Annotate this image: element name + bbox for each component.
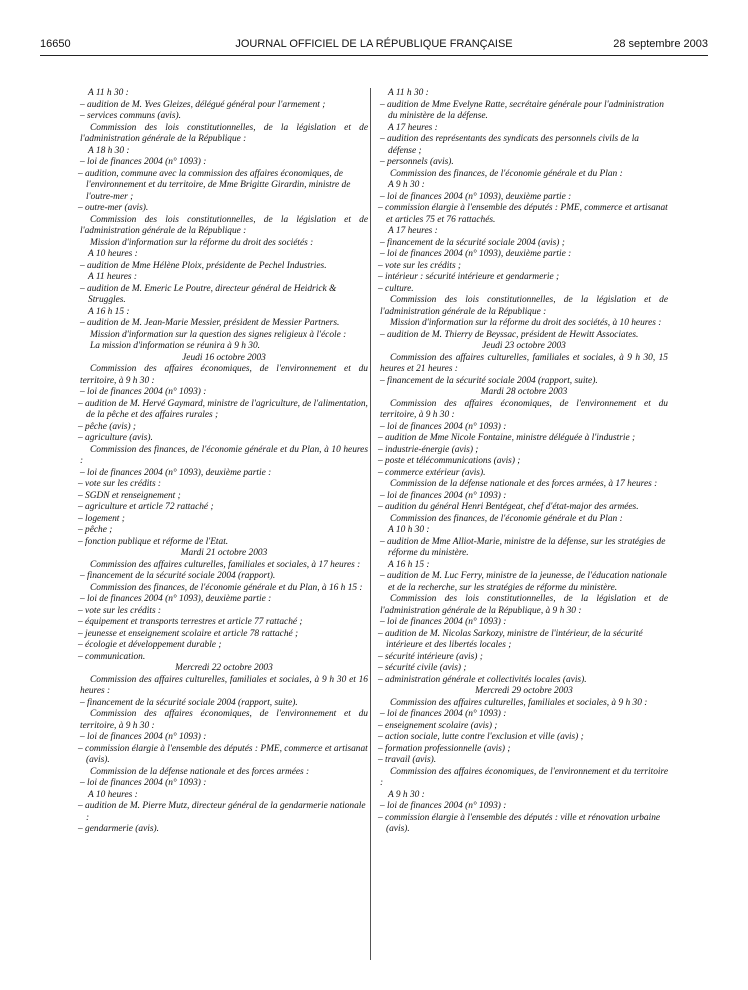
date-heading: Mardi 28 octobre 2003 [480, 387, 568, 397]
sub-item: – équipement et transports terrestres et article 77 rattaché ; [80, 617, 368, 629]
sub-item: – vote sur les crédits : [80, 479, 368, 491]
commission-heading: Commission de la défense nationale et des forces armées, à 17 heures : [390, 479, 658, 489]
sub-item: – audition, commune avec la commission des affaires économiques, de l'environnement et du territoire, de Mme Brigitte Girardin, ministre de l'outre-mer ; [80, 169, 368, 204]
commission-heading: Commission des affaires culturelles, familiales et sociales, à 9 h 30 : [390, 697, 648, 708]
date-heading: Jeudi 23 octobre 2003 [482, 341, 566, 351]
time-line: A 9 h 30 : [388, 180, 425, 190]
agenda-item: – audition de M. Emeric Le Poutre, directeur général de Heidrick & Struggles. [80, 284, 368, 307]
commission-heading: Commission des lois constitutionnelles, de la législation et de l'administration générale de la République : [380, 295, 668, 317]
commission-heading: Commission des finances, de l'économie générale et du Plan : [390, 513, 623, 524]
agenda-item: – audition de Mme Hélène Ploix, présidente de Pechel Industries. [80, 261, 368, 273]
time-line: A 10 h 30 : [388, 525, 430, 535]
commission-heading: Commission des affaires culturelles, familiales et sociales, à 9 h 30 et 16 heures : [80, 674, 368, 696]
page-number: 16650 [40, 38, 71, 50]
commission-heading: Commission de la défense nationale et des forces armées : [90, 766, 310, 777]
agenda-item: – financement de la sécurité sociale 2004 (rapport, suite). [380, 376, 668, 388]
sub-item: – commission élargie à l'ensemble des députés : PME, commerce et artisanat et articles 75 et 76 rattachés. [380, 203, 668, 226]
commission-heading: Mission d'information sur la réforme du droit des sociétés, à 10 heures : [390, 318, 662, 328]
commission-heading: Commission des lois constitutionnelles, de la législation et de l'administration générale de la République, à 9 h 30 : [380, 594, 668, 616]
time-line: A 10 heures : [88, 249, 138, 259]
agenda-item: – loi de finances 2004 (n° 1093) : [380, 491, 668, 503]
sub-item: – jeunesse et enseignement scolaire et article 78 rattaché ; [80, 629, 368, 641]
agenda-item: – audition des représentants des syndicats des personnels civils de la défense ; [380, 134, 668, 157]
date-heading: Mardi 21 octobre 2003 [180, 548, 268, 558]
sub-item: – administration générale et collectivités locales (avis). [380, 675, 668, 687]
page-header [40, 38, 708, 54]
sub-item: – audition du général Henri Bentégeat, chef d'état-major des armées. [380, 502, 668, 514]
sub-item: – gendarmerie (avis). [80, 824, 368, 836]
sub-item: – formation professionnelle (avis) ; [380, 744, 668, 756]
time-line: A 17 heures : [388, 226, 438, 236]
sub-item: – commission élargie à l'ensemble des députés : ville et rénovation urbaine (avis). [380, 813, 668, 836]
agenda-item: – audition de Mme Evelyne Ratte, secrétaire générale pour l'administration du ministère de la défense. [380, 100, 668, 123]
commission-heading: Commission des finances, de l'économie générale et du Plan : [390, 168, 623, 179]
sub-item: – audition de Mme Nicole Fontaine, ministre déléguée à l'industrie ; [380, 433, 668, 445]
commission-heading: Commission des finances, de l'économie générale et du Plan, à 16 h 15 : [90, 582, 363, 593]
agenda-item: – loi de finances 2004 (n° 1093) : [80, 157, 368, 169]
sub-item: – industrie-énergie (avis) ; [380, 445, 668, 457]
commission-heading: Mission d'information sur la question des signes religieux à l'école : [90, 329, 347, 340]
agenda-item: – financement de la sécurité sociale 2004 (avis) ; [380, 238, 668, 250]
agenda-item: – financement de la sécurité sociale 2004 (rapport, suite). [80, 698, 368, 710]
sub-item: – intérieur : sécurité intérieure et gendarmerie ; [380, 272, 668, 284]
time-line: A 9 h 30 : [388, 789, 425, 800]
agenda-item: – loi de finances 2004 (n° 1093), deuxième partie : [80, 468, 368, 480]
commission-heading: Commission des affaires économiques, de l'environnement et du territoire, à 9 h 30 : [80, 709, 368, 731]
left-column [80, 88, 368, 836]
commission-heading: La mission d'information se réunira à 9 h 30. [90, 341, 260, 351]
commission-heading: Commission des affaires culturelles, familiales et sociales, à 17 heures : [90, 559, 361, 570]
column-divider [370, 88, 371, 960]
agenda-item: – audition de M. Luc Ferry, ministre de la jeunesse, de l'éducation nationale et de la recherche, sur les stratégies de réforme du ministère. [380, 571, 668, 594]
sub-item: – pêche (avis) ; [80, 422, 368, 434]
sub-item: – écologie et développement durable ; [80, 640, 368, 652]
agenda-item: – loi de finances 2004 (n° 1093) : [380, 801, 668, 813]
time-line: A 11 h 30 : [88, 88, 129, 98]
agenda-item: – loi de finances 2004 (n° 1093) : [80, 732, 368, 744]
commission-heading: Commission des affaires économiques, de l'environnement et du territoire : [380, 766, 668, 788]
sub-item: – audition de M. Nicolas Sarkozy, ministre de l'intérieur, de la sécurité intérieure et des libertés locales ; [380, 629, 668, 652]
commission-heading: Commission des affaires culturelles, familiales et sociales, à 9 h 30, 15 heures et 21 heures : [380, 352, 668, 374]
sub-item: – pêche ; [80, 525, 368, 537]
time-line: A 17 heures : [388, 122, 438, 133]
sub-item: – agriculture (avis). [80, 433, 368, 445]
sub-item: – travail (avis). [380, 755, 668, 767]
commission-heading: Commission des lois constitutionnelles, de la législation et de l'administration générale de la République : [80, 122, 368, 144]
sub-item: – logement ; [80, 514, 368, 526]
sub-item: – commerce extérieur (avis). [380, 468, 668, 480]
time-line: A 11 h 30 : [388, 88, 429, 98]
agenda-item: – audition de Mme Alliot-Marie, ministre de la défense, sur les stratégies de réforme du ministère. [380, 537, 668, 560]
agenda-item: – loi de finances 2004 (n° 1093), deuxième partie : [80, 594, 368, 606]
sub-item: – commission élargie à l'ensemble des députés : PME, commerce et artisanat (avis). [80, 744, 368, 767]
agenda-item: – loi de finances 2004 (n° 1093) : [380, 617, 668, 629]
journal-title: JOURNAL OFFICIEL DE LA RÉPUBLIQUE FRANÇAISE [235, 38, 513, 50]
commission-heading: Mission d'information sur la réforme du droit des sociétés : [90, 237, 314, 248]
sub-item: – fonction publique et réforme de l'Etat. [80, 537, 368, 549]
agenda-item: – loi de finances 2004 (n° 1093) : [80, 387, 368, 399]
commission-heading: Commission des lois constitutionnelles, de la législation et de l'administration générale de la République : [80, 214, 368, 236]
sub-item: – vote sur les crédits ; [380, 261, 668, 273]
time-line: A 16 h 15 : [88, 306, 130, 317]
date-heading: Mercredi 29 octobre 2003 [475, 686, 573, 696]
sub-item: – outre-mer (avis). [80, 203, 368, 215]
time-line: A 16 h 15 : [388, 559, 430, 570]
sub-item: – agriculture et article 72 rattaché ; [80, 502, 368, 514]
agenda-item: – audition de M. Jean-Marie Messier, président de Messier Partners. [80, 318, 368, 330]
sub-item: – communication. [80, 652, 368, 664]
sub-item: – culture. [380, 284, 668, 296]
sub-item: – audition de M. Hervé Gaymard, ministre de l'agriculture, de l'alimentation, de la pêche et des affaires rurales ; [80, 399, 368, 422]
agenda-item: – loi de finances 2004 (n° 1093) : [380, 709, 668, 721]
sub-item: – sécurité civile (avis) ; [380, 663, 668, 675]
agenda-item: – loi de finances 2004 (n° 1093), deuxième partie : [380, 249, 668, 261]
header-rule [40, 55, 708, 56]
commission-heading: Commission des finances, de l'économie générale et du Plan, à 10 heures : [80, 444, 368, 466]
publication-date: 28 septembre 2003 [613, 38, 708, 50]
sub-item: – sécurité intérieure (avis) ; [380, 652, 668, 664]
agenda-item: – services communs (avis). [80, 111, 368, 123]
agenda-item: – audition de M. Yves Gleizes, délégué général pour l'armement ; [80, 100, 368, 112]
time-line: A 18 h 30 : [88, 145, 130, 156]
agenda-item: – financement de la sécurité sociale 2004 (rapport). [80, 571, 368, 583]
agenda-item: – loi de finances 2004 (n° 1093) : [380, 422, 668, 434]
commission-heading: Commission des affaires économiques, de l'environnement et du territoire, à 9 h 30 : [80, 364, 368, 386]
commission-heading: Commission des affaires économiques, de l'environnement et du territoire, à 9 h 30 : [380, 398, 668, 420]
date-heading: Mercredi 22 octobre 2003 [175, 663, 273, 673]
sub-item: – poste et télécommunications (avis) ; [380, 456, 668, 468]
time-line: A 11 heures : [88, 272, 138, 282]
right-column [380, 88, 668, 836]
date-heading: Jeudi 16 octobre 2003 [182, 352, 266, 363]
sub-item: – SGDN et renseignement ; [80, 491, 368, 503]
agenda-item: – audition de M. Thierry de Beyssac, président de Hewitt Associates. [380, 330, 668, 342]
time-line: A 10 heures : [88, 789, 138, 800]
agenda-item: – loi de finances 2004 (n° 1093) : [80, 778, 368, 790]
sub-item: – vote sur les crédits : [80, 606, 368, 618]
agenda-item: – personnels (avis). [380, 157, 668, 169]
sub-item: – action sociale, lutte contre l'exclusion et ville (avis) ; [380, 732, 668, 744]
sub-item: – enseignement scolaire (avis) ; [380, 721, 668, 733]
sub-item: – audition de M. Pierre Mutz, directeur général de la gendarmerie nationale : [80, 801, 368, 824]
agenda-item: – loi de finances 2004 (n° 1093), deuxième partie : [380, 192, 668, 204]
